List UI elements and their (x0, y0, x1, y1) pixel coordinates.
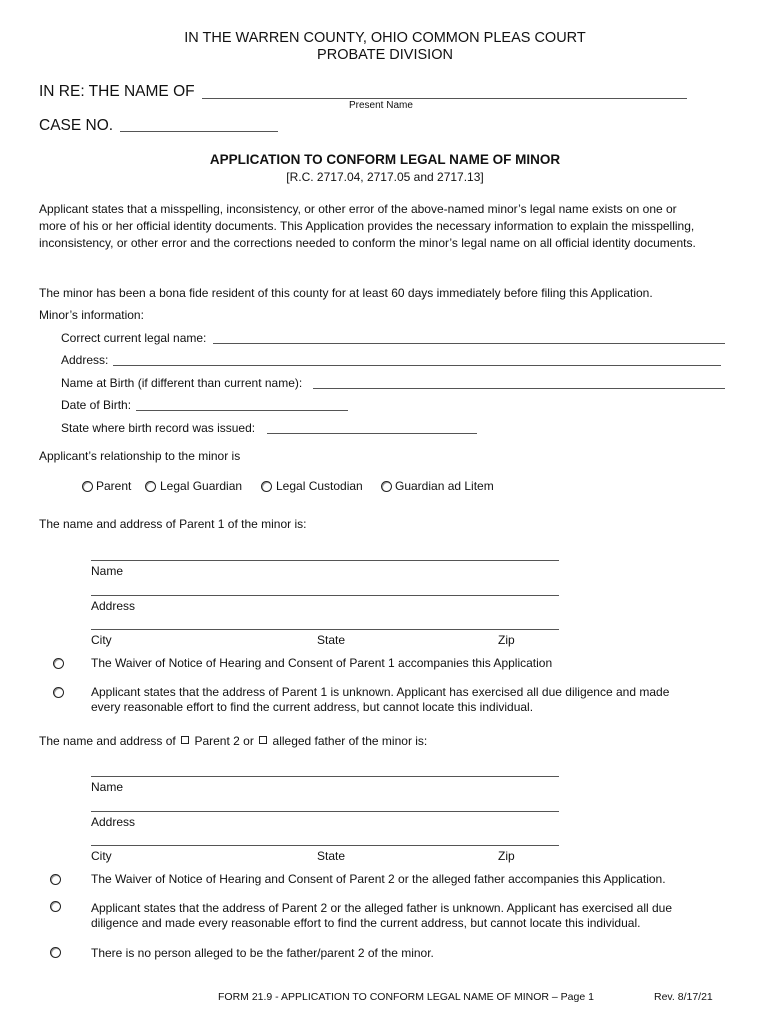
relationship-label: Applicant’s relationship to the minor is (39, 449, 241, 463)
parent1-waiver-text: The Waiver of Notice of Hearing and Consent of Parent 1 accompanies this Application (91, 656, 553, 670)
address-label: Address: (61, 353, 109, 367)
no-person-text: There is no person alleged to be the father/parent 2 of the minor. (91, 946, 434, 960)
radio-legal-guardian[interactable] (145, 481, 156, 492)
parent1-address-field[interactable] (91, 595, 559, 596)
name-at-birth-label: Name at Birth (if different than current name): (61, 376, 303, 390)
parent1-unknown-line2: every reasonable effort to find the current address, but cannot locate this individual. (91, 700, 534, 714)
parent2-unknown-line2: diligence and made every reasonable effort to find the current address, but cannot locate this individual. (91, 916, 641, 930)
parent2-unknown-line1: Applicant states that the address of Parent 2 or the alleged father is unknown. Applicant has exercised all due (91, 901, 673, 915)
correct-name-field[interactable] (213, 343, 725, 344)
parent2-address-field[interactable] (91, 811, 559, 812)
alleged-father-checkbox[interactable] (259, 736, 267, 744)
in-re-label: IN RE: THE NAME OF (39, 83, 195, 100)
parent1-address-label: Address (91, 599, 136, 613)
radio-parent[interactable] (82, 481, 93, 492)
option-parent-label: Parent (96, 479, 132, 493)
option-legal-guardian-label: Legal Guardian (160, 479, 243, 493)
parent1-state-label: State (317, 633, 346, 647)
minor-info-heading: Minor’s information: (39, 308, 144, 322)
parent2-heading-prefix: The name and address of (39, 734, 176, 748)
parent1-unknown-radio[interactable] (53, 687, 64, 698)
parent1-heading: The name and address of Parent 1 of the minor is: (39, 517, 307, 531)
present-name-label: Present Name (349, 100, 413, 111)
parent2-unknown-radio[interactable] (50, 901, 61, 912)
intro-paragraph: Applicant states that a misspelling, inconsistency, or other error of the above-named minor’s legal name exists on one or more of his or her official identity documents. This Application provides the necessary information to explain the misspelling, inconsistency, or other error and the corrections needed to conform the minor’s legal name on all official identity documents. (39, 202, 696, 250)
parent2-city-label: City (91, 849, 112, 863)
option-guardian-ad-litem-label: Guardian ad Litem (395, 479, 494, 493)
correct-name-label: Correct current legal name: (61, 331, 207, 345)
footer-form-id: FORM 21.9 - APPLICATION TO CONFORM LEGAL NAME OF MINOR – Page 1 (218, 991, 594, 1003)
parent1-waiver-radio[interactable] (53, 658, 64, 669)
case-no-label: CASE NO. (39, 117, 114, 134)
name-at-birth-field[interactable] (313, 388, 725, 389)
option-legal-custodian-label: Legal Custodian (276, 479, 363, 493)
residency-statement: The minor has been a bona fide resident of this county for at least 60 days immediately before filing this Application. (39, 286, 653, 300)
court-name: IN THE WARREN COUNTY, OHIO COMMON PLEAS COURT (184, 30, 586, 46)
date-of-birth-label: Date of Birth: (61, 398, 132, 412)
parent1-name-field[interactable] (91, 560, 559, 561)
statute-reference: [R.C. 2717.04, 2717.05 and 2717.13] (286, 170, 484, 184)
parent2-zip-label: Zip (498, 849, 515, 863)
no-person-radio[interactable] (50, 947, 61, 958)
parent1-zip-label: Zip (498, 633, 515, 647)
present-name-field[interactable] (202, 98, 687, 99)
parent1-city-state-zip-field[interactable] (91, 629, 559, 630)
parent2-waiver-text: The Waiver of Notice of Hearing and Consent of Parent 2 or the alleged father accompanies this Application. (91, 872, 666, 886)
case-no-field[interactable] (120, 131, 278, 132)
division-name: PROBATE DIVISION (317, 47, 453, 63)
parent1-city-label: City (91, 633, 112, 647)
parent1-name-label: Name (91, 564, 124, 578)
parent2-waiver-radio[interactable] (50, 874, 61, 885)
address-field[interactable] (113, 365, 721, 366)
form-title: APPLICATION TO CONFORM LEGAL NAME OF MINOR (209, 152, 561, 167)
radio-legal-custodian[interactable] (261, 481, 272, 492)
parent2-address-label: Address (91, 815, 136, 829)
parent2-checkbox[interactable] (181, 736, 189, 744)
date-of-birth-field[interactable] (136, 410, 348, 411)
parent2-heading (39, 734, 427, 748)
parent2-heading-parent2: Parent 2 or (194, 734, 254, 748)
birth-state-field[interactable] (267, 433, 477, 434)
parent2-name-field[interactable] (91, 776, 559, 777)
parent1-unknown-line1: Applicant states that the address of Parent 1 is unknown. Applicant has exercised all due diligence and made (91, 685, 670, 699)
parent2-name-label: Name (91, 780, 124, 794)
parent2-heading-suffix: alleged father of the minor is: (272, 734, 428, 748)
parent2-city-state-zip-field[interactable] (91, 845, 559, 846)
parent2-state-label: State (317, 849, 346, 863)
footer-revision: Rev. 8/17/21 (654, 991, 713, 1003)
radio-guardian-ad-litem[interactable] (381, 481, 392, 492)
birth-state-label: State where birth record was issued: (61, 421, 256, 435)
